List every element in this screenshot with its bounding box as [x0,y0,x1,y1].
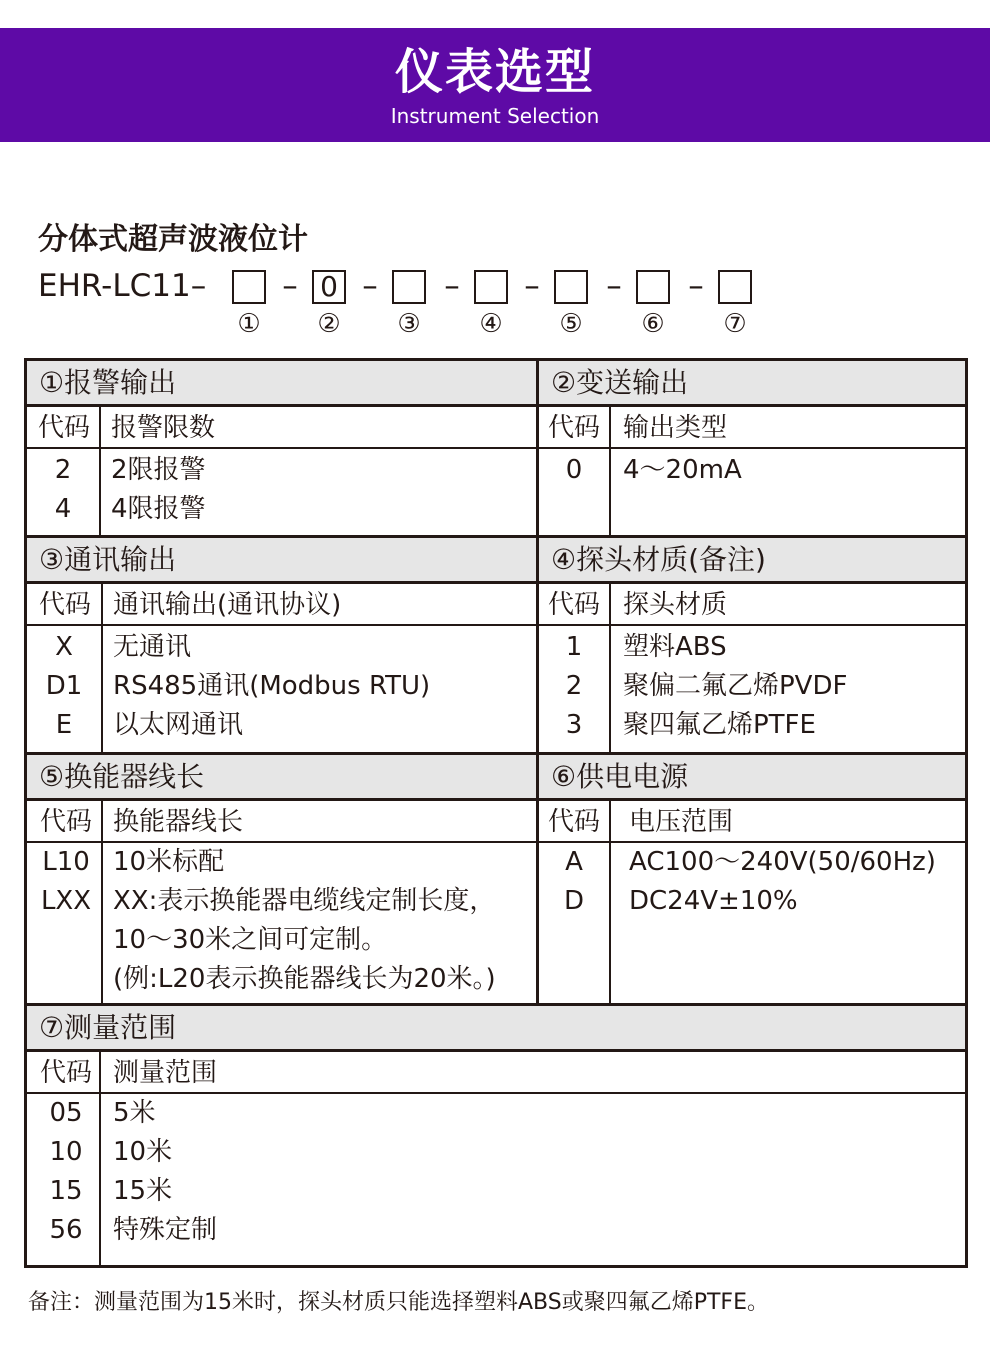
code-header: 代码 [547,807,600,837]
column-header-row [539,584,965,626]
product-name: 分体式超声波液位计 [38,222,308,257]
table-row [27,882,536,921]
column-header-row [539,801,965,843]
table-row [27,667,536,706]
segment-box-1 [232,270,266,304]
row-desc: 4～20mA [623,455,742,485]
row-desc: AC100～240V(50/60Hz) [629,847,936,877]
row-code: LXX [40,886,92,916]
row-code: 4 [54,494,72,524]
row-desc: 15米 [113,1176,173,1206]
segment-dash: – [362,268,378,304]
column-header-row [27,407,536,449]
row-code: 2 [54,455,72,485]
table-row [27,706,536,745]
row-desc: 10～30米之间可定制。 [113,925,388,955]
segment-box-2: 0 [312,270,346,304]
row-desc: 5米 [113,1098,156,1128]
row-desc: 特殊定制 [113,1215,218,1245]
table-row [539,706,965,745]
table-row [27,1211,965,1250]
section-title: ⑦测量范围 [27,1006,965,1052]
header-banner [0,28,990,142]
code-header: 代码 [547,413,600,443]
row-desc: 聚四氟乙烯PTFE [623,710,816,740]
segment-dash: – [606,268,622,304]
selection-table [24,358,968,1268]
table-row [539,628,965,667]
segment-number-4: ④ [479,309,503,339]
row-code: X [55,632,73,662]
row-desc: 聚偏二氟乙烯PVDF [623,671,848,701]
row-code: 56 [49,1215,83,1245]
segment-dash: – [688,268,704,304]
desc-header: 输出类型 [623,413,728,443]
page-title: 仪表选型 [394,44,595,100]
segment-dash: – [282,268,298,304]
table-row [539,667,965,706]
column-header-row [539,407,965,449]
row-code: 3 [565,710,583,740]
table-row [27,960,536,999]
row-desc: 无通讯 [113,632,192,662]
segment-number-1: ① [237,309,261,339]
row-desc: 10米 [113,1137,173,1167]
row-code: 10 [49,1137,83,1167]
row-desc: DC24V±10% [629,886,798,916]
row-code: 15 [49,1176,83,1206]
desc-header: 换能器线长 [113,807,244,837]
column-header-row [27,801,536,843]
table-row [539,451,965,490]
column-header-row [27,584,536,626]
column-header-row [27,1052,965,1094]
code-header: 代码 [39,1058,92,1088]
row-desc: 2限报警 [111,455,206,485]
row-desc: XX:表示换能器电缆线定制长度， [113,886,496,916]
segment-dash: – [524,268,540,304]
row-code: 0 [565,455,583,485]
section-measuring-range [27,1006,965,1265]
segment-box-6 [636,270,670,304]
row-desc: 以太网通讯 [113,710,244,740]
row-code: A [565,847,583,877]
table-row [27,921,536,960]
footnote: 备注：测量范围为15米时，探头材质只能选择塑料ABS或聚四氟乙烯PTFE。 [28,1290,769,1315]
code-header: 代码 [547,590,600,620]
row-code: D [563,886,585,916]
section-title: ⑥供电电源 [539,755,965,801]
model-prefix: EHR-LC11– [38,268,207,304]
row-code: 2 [565,671,583,701]
section-power-supply [539,755,965,1003]
row-desc: 塑料ABS [623,632,727,662]
desc-header: 测量范围 [113,1058,218,1088]
row-desc: (例:L20表示换能器线长为20米。) [113,964,496,994]
section-title: ①报警输出 [27,361,536,407]
section-title: ④探头材质(备注) [539,538,965,584]
row-code: 1 [565,632,583,662]
section-transmit-output [539,361,965,535]
table-row [27,1172,965,1211]
segment-box-7 [718,270,752,304]
segment-number-6: ⑥ [641,309,665,339]
row-code: L10 [42,847,90,877]
segment-number-2: ② [317,309,341,339]
desc-header: 通讯输出(通讯协议) [113,590,342,620]
segment-number-7: ⑦ [723,309,747,339]
table-row [27,1133,965,1172]
row-desc: 4限报警 [111,494,206,524]
section-alarm-output [27,361,536,535]
table-row [539,843,965,882]
segment-dash: – [444,268,460,304]
desc-header: 报警限数 [111,413,216,443]
table-row [27,451,536,490]
table-row [27,628,536,667]
section-title: ⑤换能器线长 [27,755,536,801]
table-row [27,1094,965,1133]
segment-box-3 [392,270,426,304]
desc-header: 电压范围 [629,807,734,837]
table-row [27,843,536,882]
row-code: E [55,710,73,740]
table-row [539,882,965,921]
page-subtitle: Instrument Selection [390,104,600,128]
row-code: D1 [45,671,83,701]
table-row [27,490,536,529]
segment-number-5: ⑤ [559,309,583,339]
code-header: 代码 [39,807,92,837]
row-code: 05 [49,1098,83,1128]
segment-number-3: ③ [397,309,421,339]
segment-box-5 [554,270,588,304]
section-title: ③通讯输出 [27,538,536,584]
section-transducer-cable [27,755,536,1003]
center-divider [536,361,539,1003]
segment-box-4 [474,270,508,304]
section-communication-output [27,538,536,752]
row-desc: 10米标配 [113,847,225,877]
row-desc: RS485通讯(Modbus RTU) [113,671,431,701]
code-header: 代码 [37,413,90,443]
section-title: ②变送输出 [539,361,965,407]
code-header: 代码 [38,590,91,620]
desc-header: 探头材质 [623,590,728,620]
section-probe-material [539,538,965,752]
